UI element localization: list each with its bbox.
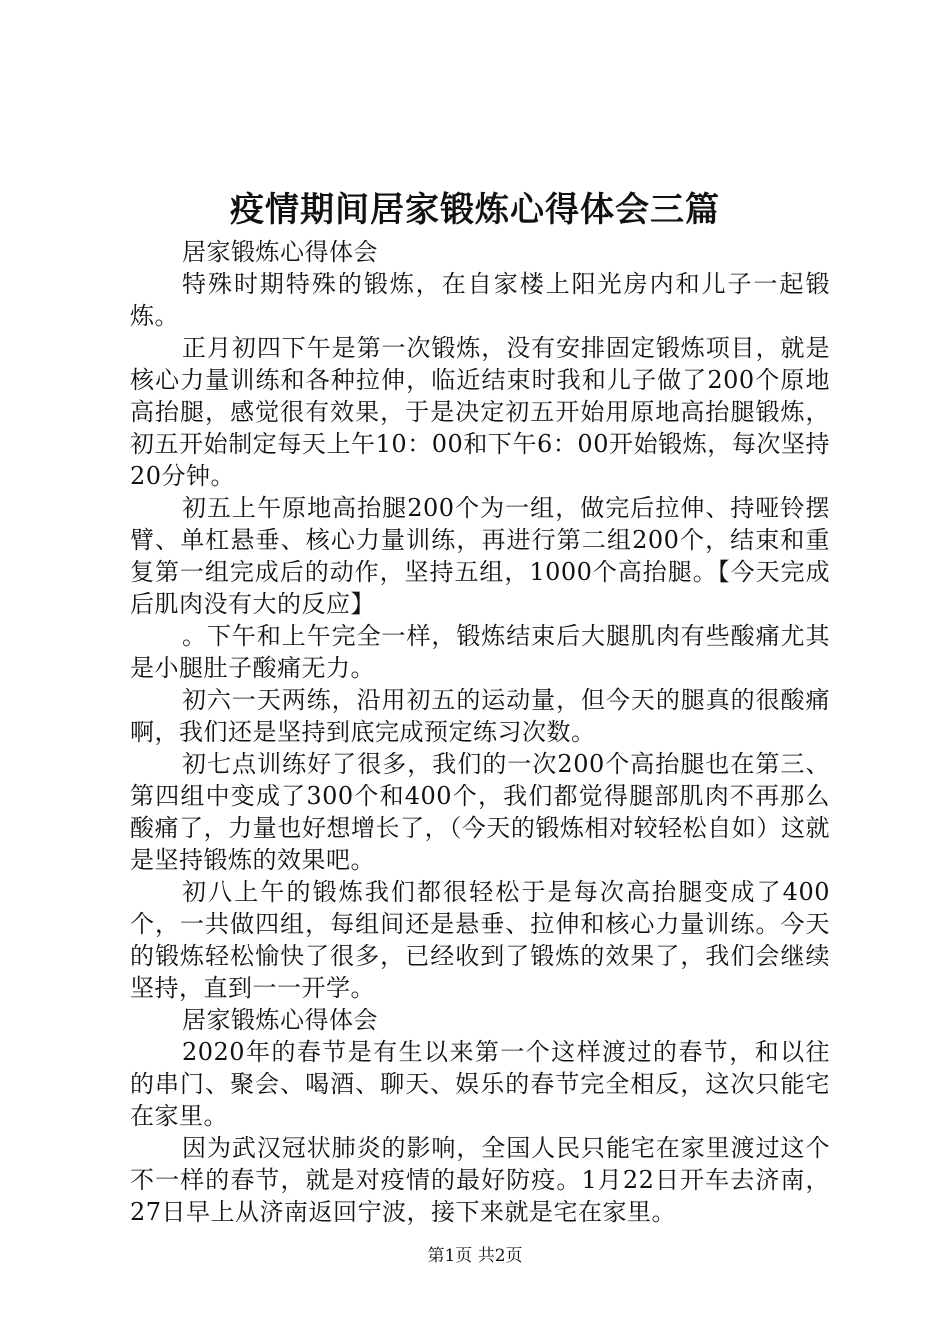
paragraph: 2020年的春节是有生以来第一个这样渡过的春节，和以往的串门、聚会、喝酒、聊天、娱乐的春节完全相反，这次只能宅在家里。 (130, 1038, 830, 1130)
paragraph: 特殊时期特殊的锻炼，在自家楼上阳光房内和儿子一起锻炼。 (130, 270, 830, 330)
paragraph: 正月初四下午是第一次锻炼，没有安排固定锻炼项目，就是核心力量训练和各种拉伸，临近结束时我和儿子做了200个原地高抬腿，感觉很有效果，于是决定初五开始用原地高抬腿锻炼，初五开始制定每天上午10：00和下午6：00开始锻炼，每次坚持20分钟。 (130, 334, 830, 490)
paragraph: 初六一天两练，沿用初五的运动量，但今天的腿真的很酸痛啊，我们还是坚持到底完成预定练习次数。 (130, 686, 830, 746)
section-heading: 居家锻炼心得体会 (182, 238, 378, 266)
paragraph: 。下午和上午完全一样，锻炼结束后大腿肌肉有些酸痛尤其是小腿肚子酸痛无力。 (130, 622, 830, 682)
section-heading: 居家锻炼心得体会 (182, 1006, 378, 1034)
document-body (130, 236, 830, 1228)
paragraph: 初八上午的锻炼我们都很轻松于是每次高抬腿变成了400个，一共做四组，每组间还是悬垂、拉伸和核心力量训练。今天的锻炼轻松愉快了很多，已经收到了锻炼的效果了，我们会继续坚持，直到一一开学。 (130, 878, 830, 1002)
page-number-footer: 第1页 共2页 (427, 1246, 523, 1266)
paragraph: 初七点训练好了很多，我们的一次200个高抬腿也在第三、第四组中变成了300个和400个，我们都觉得腿部肌肉不再那么酸痛了，力量也好想增长了，（今天的锻炼相对较轻松自如）这就是坚持锻炼的效果吧。 (130, 750, 830, 874)
paragraph: 因为武汉冠状肺炎的影响，全国人民只能宅在家里渡过这个不一样的春节，就是对疫情的最好防疫。1月22日开车去济南，27日早上从济南返回宁波，接下来就是宅在家里。 (130, 1134, 830, 1226)
paragraph: 初五上午原地高抬腿200个为一组，做完后拉伸、持哑铃摆臂、单杠悬垂、核心力量训练，再进行第二组200个，结束和重复第一组完成后的动作，坚持五组，1000个高抬腿。【今天完成后肌肉没有大的反应】 (130, 494, 830, 618)
document-title: 疫情期间居家锻炼心得体会三篇 (230, 190, 720, 230)
